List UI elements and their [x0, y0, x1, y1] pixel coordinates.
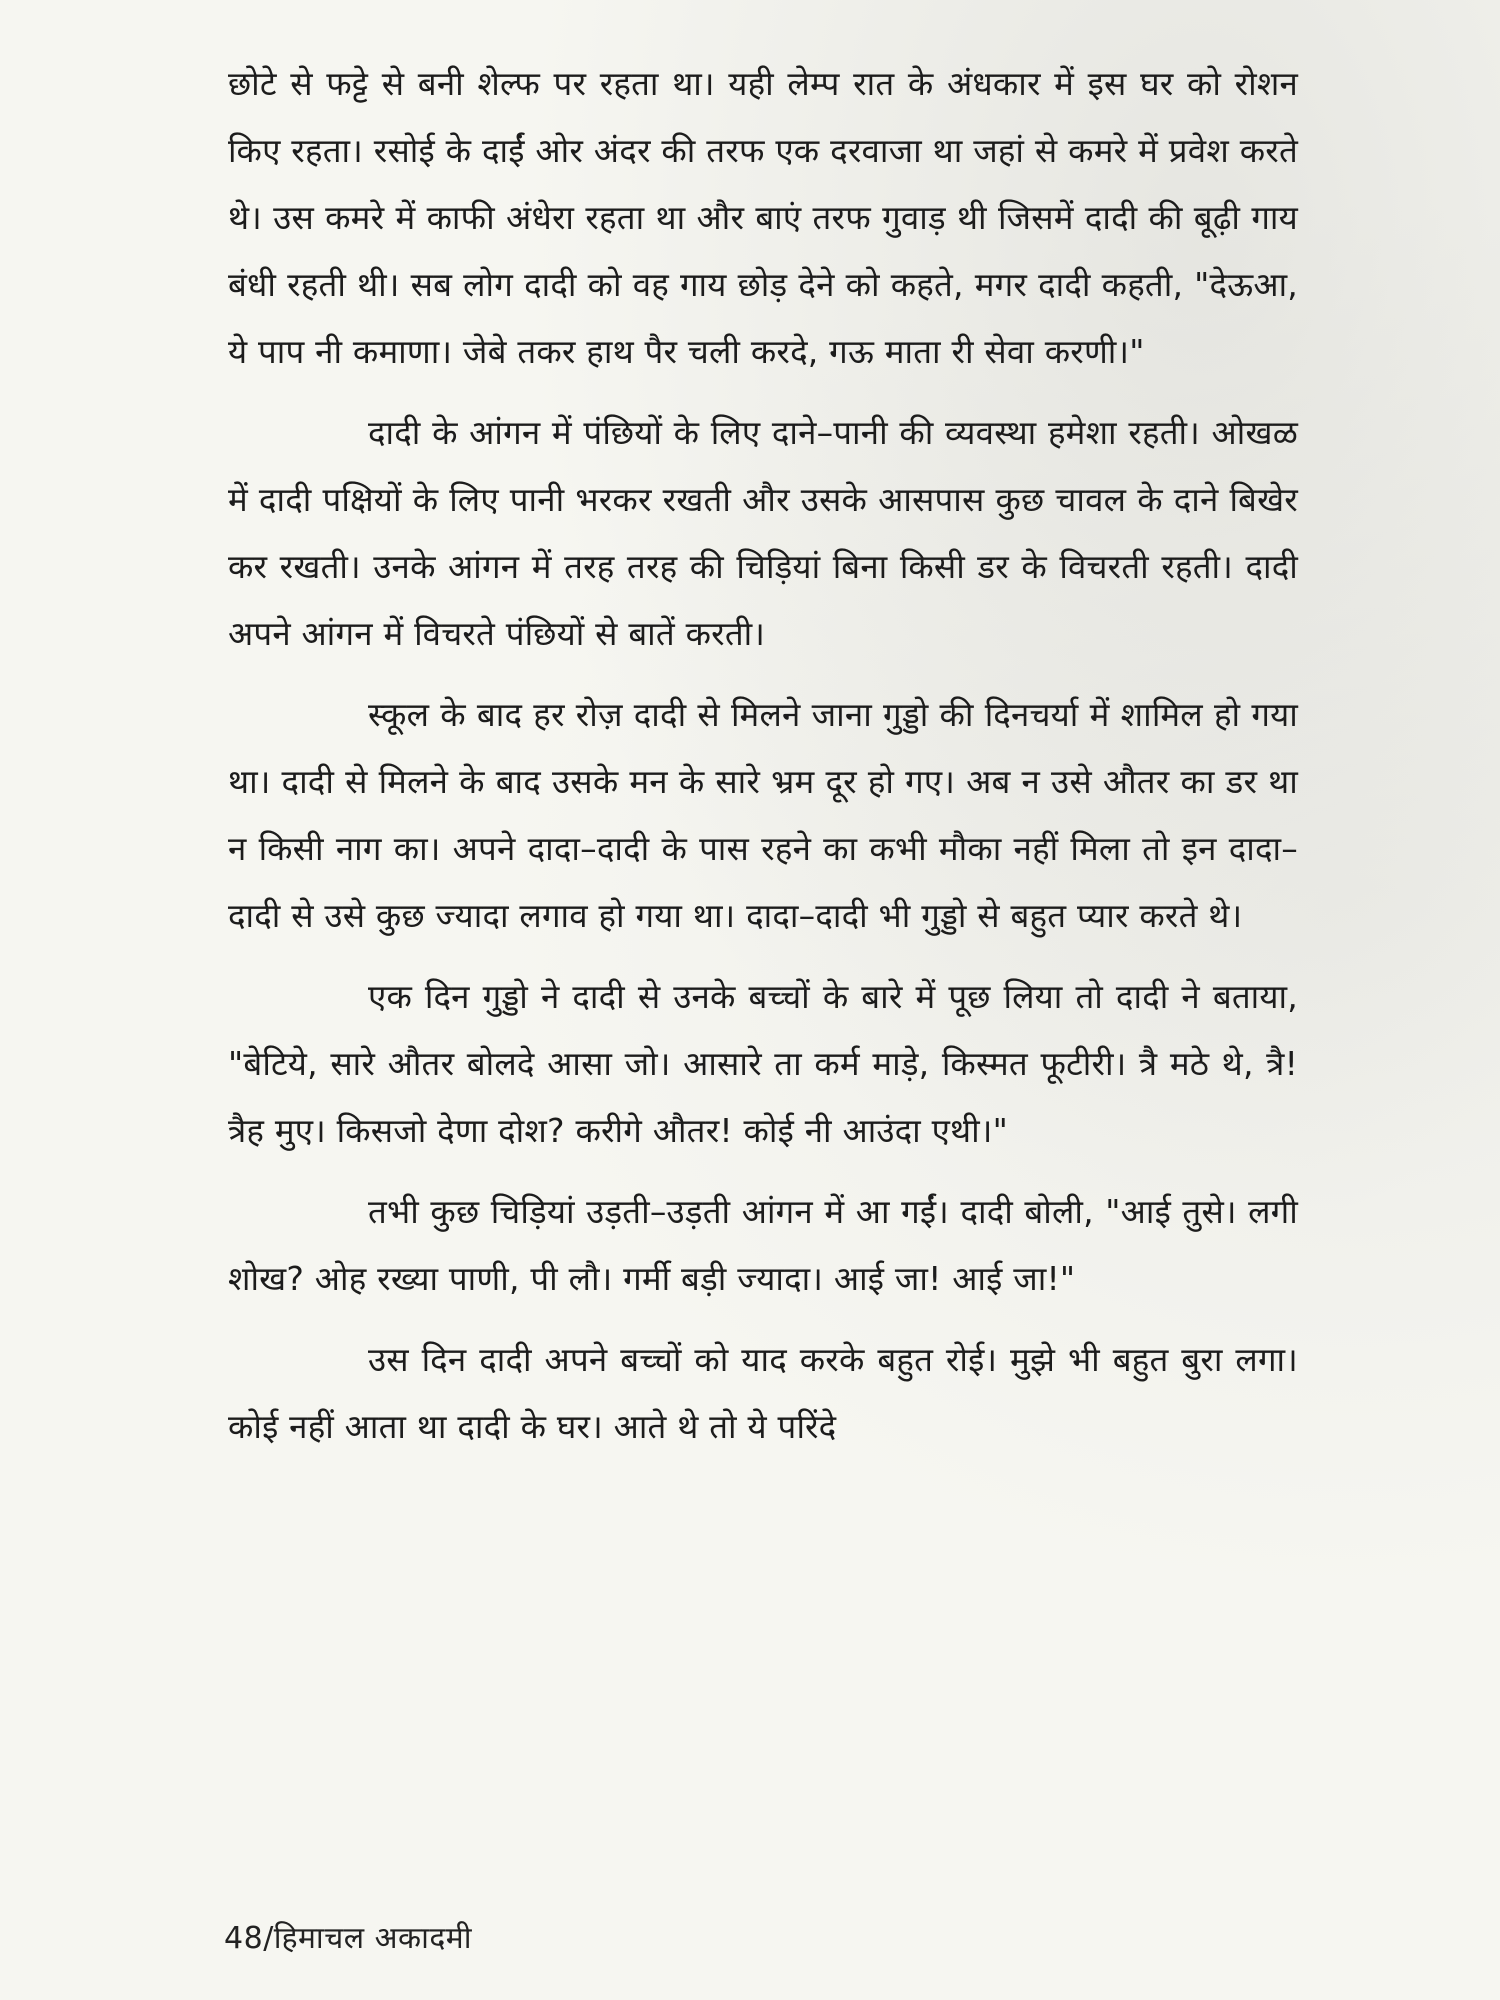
paragraph-1: छोटे से फट्टे से बनी शेल्फ पर रहता था। यही लेम्प रात के अंधकार में इस घर को रोशन किए रहता। रसोई के दाईं ओर अंदर की तरफ एक दरवाजा था जहां से कमरे में प्रवेश करते थे। उस कमरे में काफी अंधेरा रहता था और बाएं तरफ गुवाड़ थी जिसमें दादी की बूढ़ी गाय बंधी रहती थी। सब लोग दादी को वह गाय छोड़ देने को कहते, मगर दादी कहती, "देऊआ, ये पाप नी कमाणा। जेबे तकर हाथ पैर चली करदे, गऊ माता री सेवा करणी।" — [228, 64, 1298, 371]
paragraph-6: उस दिन दादी अपने बच्चों को याद करके बहुत रोई। मुझे भी बहुत बुरा लगा। कोई नहीं आता था दादी के घर। आते थे तो ये परिंदे — [228, 1340, 1298, 1446]
paragraph-2: दादी के आंगन में पंछियों के लिए दाने–पानी की व्यवस्था हमेशा रहती। ओखळ में दादी पक्षियों के लिए पानी भरकर रखती और उसके आसपास कुछ चावल के दाने बिखेर कर रखती। उनके आंगन में तरह तरह की चिड़ियां बिना किसी डर के विचरती रहती। दादी अपने आंगन में विचरते पंछियों से बातें करती। — [228, 413, 1298, 653]
footer-separator: / — [263, 1921, 274, 1956]
page-number: 48 — [224, 1921, 264, 1956]
body-text — [228, 50, 1298, 1474]
paragraph-4: एक दिन गुड्डो ने दादी से उनके बच्चों के बारे में पूछ लिया तो दादी ने बताया, "बेटिये, सारे औतर बोलदे आसा जो। आसारे ता कर्म माड़े, किस्मत फूटीरी। त्रै मठे थे, त्रै! त्रैह मुए। किसजो देणा दोश? करीगे औतर! कोई नी आउंदा एथी।" — [228, 977, 1298, 1150]
paragraph-3: स्कूल के बाद हर रोज़ दादी से मिलने जाना गुड्डो की दिनचर्या में शामिल हो गया था। दादी से मिलने के बाद उसके मन के सारे भ्रम दूर हो गए। अब न उसे औतर का डर था न किसी नाग का। अपने दादा–दादी के पास रहने का कभी मौका नहीं मिला तो इन दादा–दादी से उसे कुछ ज्यादा लगाव हो गया था। दादा–दादी भी गुड्डो से बहुत प्यार करते थे। — [228, 695, 1298, 935]
paragraph-5: तभी कुछ चिड़ियां उड़ती–उड़ती आंगन में आ गईं। दादी बोली, "आई तुसे। लगी शोख? ओह रख्या पाणी, पी लौ। गर्मी बड़ी ज्यादा। आई जा! आई जा!" — [228, 1192, 1298, 1298]
publisher-name: हिमाचल अकादमी — [273, 1921, 473, 1956]
page-footer — [224, 1916, 472, 1957]
